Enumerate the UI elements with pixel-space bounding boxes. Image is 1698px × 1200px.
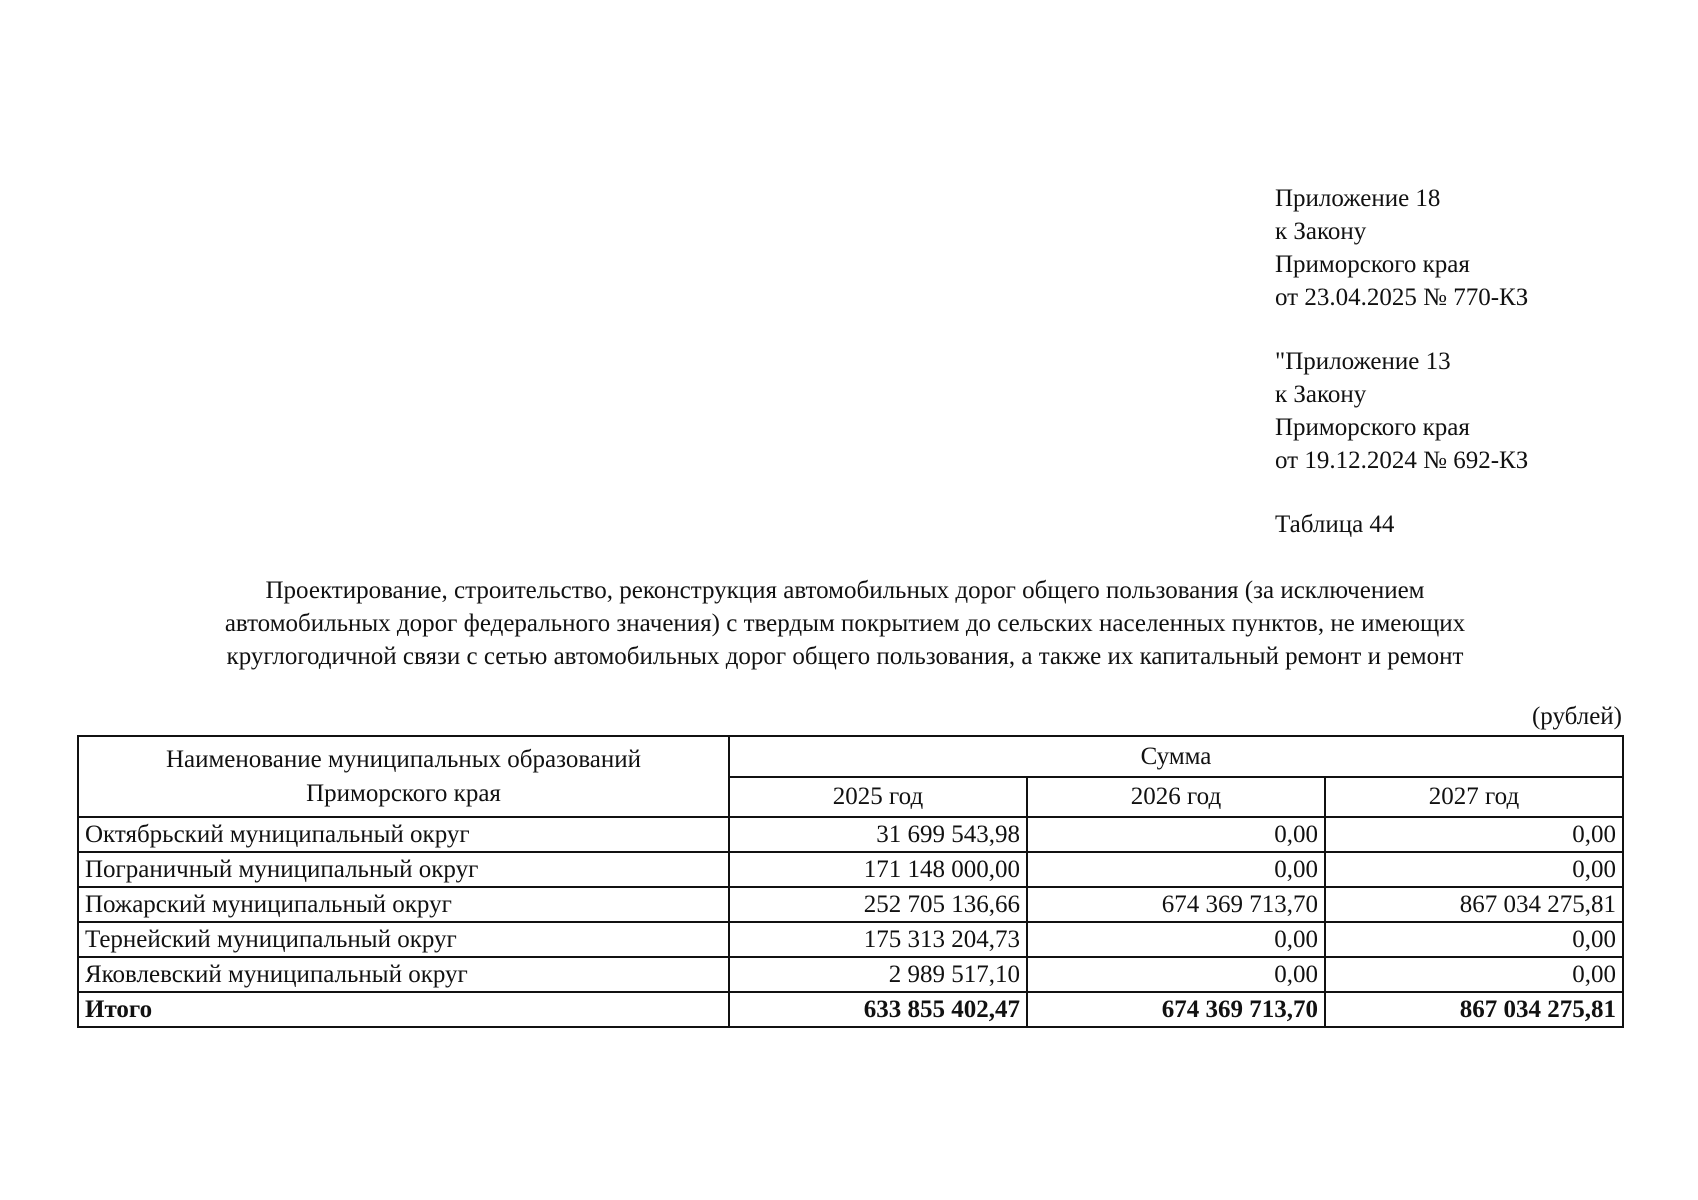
column-header-2025: 2025 год — [729, 777, 1027, 817]
table-row — [78, 957, 1623, 992]
table-heading — [120, 574, 1570, 673]
row-value-2026: 0,00 — [1027, 817, 1325, 852]
column-header-2027: 2027 год — [1325, 777, 1623, 817]
table-row — [78, 852, 1623, 887]
units-label: (рублей) — [1531, 703, 1622, 730]
row-value-2026: 0,00 — [1027, 957, 1325, 992]
row-name: Пожарский муниципальный округ — [78, 887, 729, 922]
row-value-2025: 31 699 543,98 — [729, 817, 1027, 852]
column-header-name — [78, 736, 729, 817]
row-value-2027: 0,00 — [1325, 817, 1623, 852]
row-name: Октябрьский муниципальный округ — [78, 817, 729, 852]
heading-line-1: Проектирование, строительство, реконструкция автомобильных дорог общего пользования (за исключением — [265, 577, 1425, 604]
total-label: Итого — [78, 992, 729, 1027]
appendix-original-region: Приморского края — [1275, 414, 1470, 441]
heading-line-3: круглогодичной связи с сетью автомобильных дорог общего пользования, а также их капитальный ремонт и ремонт — [226, 643, 1464, 670]
appendix-current-title: Приложение 18 — [1275, 185, 1441, 212]
row-value-2025: 252 705 136,66 — [729, 887, 1027, 922]
table-total-row — [78, 992, 1623, 1027]
appendix-current-law: к Закону — [1275, 218, 1367, 245]
appendix-current-date: от 23.04.2025 № 770-КЗ — [1275, 284, 1529, 311]
total-value-2025: 633 855 402,47 — [729, 992, 1027, 1027]
row-name: Тернейский муниципальный округ — [78, 922, 729, 957]
appendix-original-title: "Приложение 13 — [1275, 348, 1451, 375]
table-row — [78, 922, 1623, 957]
total-value-2027: 867 034 275,81 — [1325, 992, 1623, 1027]
row-name: Пограничный муниципальный округ — [78, 852, 729, 887]
row-value-2026: 674 369 713,70 — [1027, 887, 1325, 922]
row-name: Яковлевский муниципальный округ — [78, 957, 729, 992]
table-row — [78, 887, 1623, 922]
heading-line-2: автомобильных дорог федерального значения) с твердым покрытием до сельских населенных пунктов, не имеющих — [224, 610, 1466, 637]
row-value-2026: 0,00 — [1027, 852, 1325, 887]
appendix-current-block — [1275, 182, 1528, 314]
table-header-row — [78, 736, 1623, 777]
row-value-2027: 0,00 — [1325, 922, 1623, 957]
appendix-original-block — [1275, 345, 1528, 477]
appendix-original-date: от 19.12.2024 № 692-КЗ — [1275, 447, 1529, 474]
appendix-current-region: Приморского края — [1275, 251, 1470, 278]
row-value-2025: 175 313 204,73 — [729, 922, 1027, 957]
column-header-name-line-2: Приморского края — [306, 779, 501, 807]
row-value-2027: 0,00 — [1325, 957, 1623, 992]
table-number: Таблица 44 — [1275, 511, 1395, 538]
row-value-2026: 0,00 — [1027, 922, 1325, 957]
appendix-original-law: к Закону — [1275, 381, 1367, 408]
row-value-2025: 171 148 000,00 — [729, 852, 1027, 887]
column-header-2026: 2026 год — [1027, 777, 1325, 817]
funding-table — [77, 735, 1624, 1028]
row-value-2027: 0,00 — [1325, 852, 1623, 887]
column-header-name-line-1: Наименование муниципальных образований — [165, 745, 642, 773]
row-value-2025: 2 989 517,10 — [729, 957, 1027, 992]
row-value-2027: 867 034 275,81 — [1325, 887, 1623, 922]
total-value-2026: 674 369 713,70 — [1027, 992, 1325, 1027]
column-header-sum: Сумма — [729, 736, 1623, 777]
table-row — [78, 817, 1623, 852]
